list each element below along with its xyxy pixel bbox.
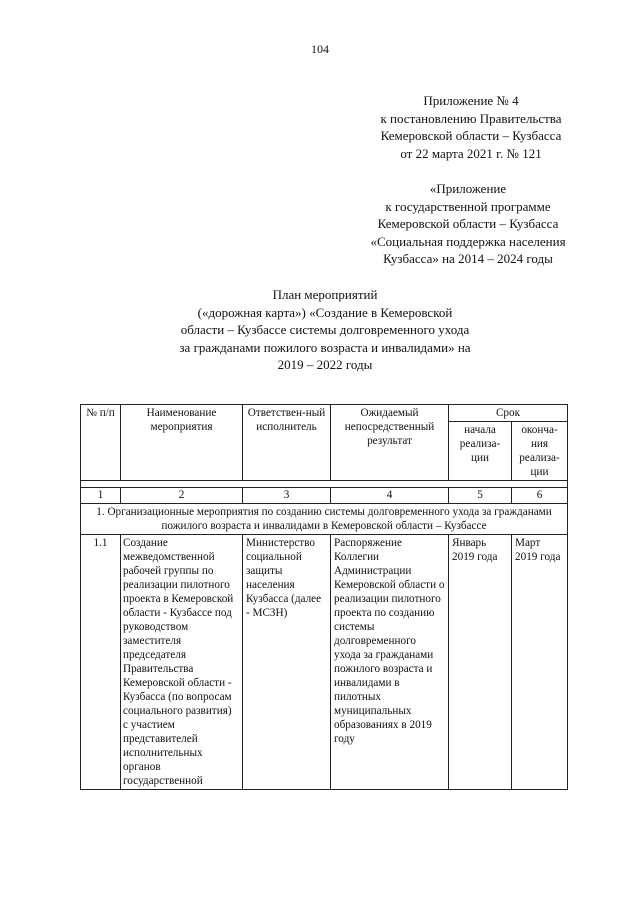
column-number: 5	[449, 488, 512, 504]
plan-title	[140, 286, 510, 374]
column-number: 3	[243, 488, 331, 504]
header-end: оконча-ния реализа-ции	[512, 422, 568, 481]
plan-title-line: («дорожная карта») «Создание в Кемеровской	[197, 304, 453, 320]
section-title: 1. Организационные мероприятия по созданию системы долговременного ухода за гражданами пожилого возраста и инвалидами в Кемеровской области – Кузбассе	[81, 504, 568, 535]
plan-title-line: области – Кузбассе системы долговременного ухода	[180, 322, 470, 337]
annex-line: от 22 марта 2021 г. № 121	[400, 145, 542, 161]
plan-title-line: План мероприятий	[272, 287, 378, 302]
column-number: 1	[81, 488, 121, 504]
program-annex-line: к государственной программе	[385, 198, 551, 214]
annex-line: Кемеровской области – Кузбасса	[380, 128, 562, 143]
header-start: начала реализа-ции	[449, 422, 512, 481]
row-start: Январь 2019 года	[449, 535, 512, 790]
annex-line: Приложение № 4	[423, 93, 519, 108]
header-term: Срок	[449, 405, 568, 422]
header-name: Наименование мероприятия	[121, 405, 243, 481]
program-annex-line: «Социальная поддержка населения	[370, 233, 566, 249]
plan-table	[80, 404, 568, 790]
page-number: 104	[311, 42, 329, 56]
table-row	[81, 535, 568, 790]
section-row	[81, 504, 568, 535]
annex-header	[346, 92, 596, 162]
row-num: 1.1	[81, 535, 121, 790]
table-spacer	[81, 481, 568, 488]
column-number: 4	[331, 488, 449, 504]
header-result: Ожидаемый непосредственный результат	[331, 405, 449, 481]
row-executor: Министерство социальной защиты населения Кузбасса (далее - МСЗН)	[243, 535, 331, 790]
row-end: Март 2019 года	[512, 535, 568, 790]
header-executor: Ответствен-ный исполнитель	[243, 405, 331, 481]
row-name: Создание межведомственной рабочей группы по реализации пилотного проекта в Кемеровской области - Кузбассе под руководством заместителя председателя Правительства Кемеровской области - Кузбасса (по вопросам социального развития) с участием представителей исполнительных органов государственной	[121, 535, 243, 790]
table-header-row	[81, 405, 568, 422]
program-annex-line: Кузбасса» на 2014 – 2024 годы	[383, 251, 553, 266]
column-number-row	[81, 488, 568, 504]
row-result: Распоряжение Коллегии Администрации Кемеровской области о реализации пилотного проекта по созданию системы долговременного ухода за гражданами пожилого возраста и инвалидами в пилотных муниципальных образованиях в 2019 году	[331, 535, 449, 790]
program-annex-line: Кемеровской области – Кузбасса	[377, 216, 559, 231]
plan-title-line: за гражданами пожилого возраста и инвалидами» на	[179, 339, 471, 355]
column-number: 2	[121, 488, 243, 504]
header-num: № п/п	[81, 405, 121, 481]
annex-line: к постановлению Правительства	[380, 110, 562, 126]
plan-title-line: 2019 – 2022 годы	[277, 357, 373, 372]
column-number: 6	[512, 488, 568, 504]
program-annex-header	[338, 180, 598, 268]
program-annex-line: «Приложение	[429, 181, 507, 196]
